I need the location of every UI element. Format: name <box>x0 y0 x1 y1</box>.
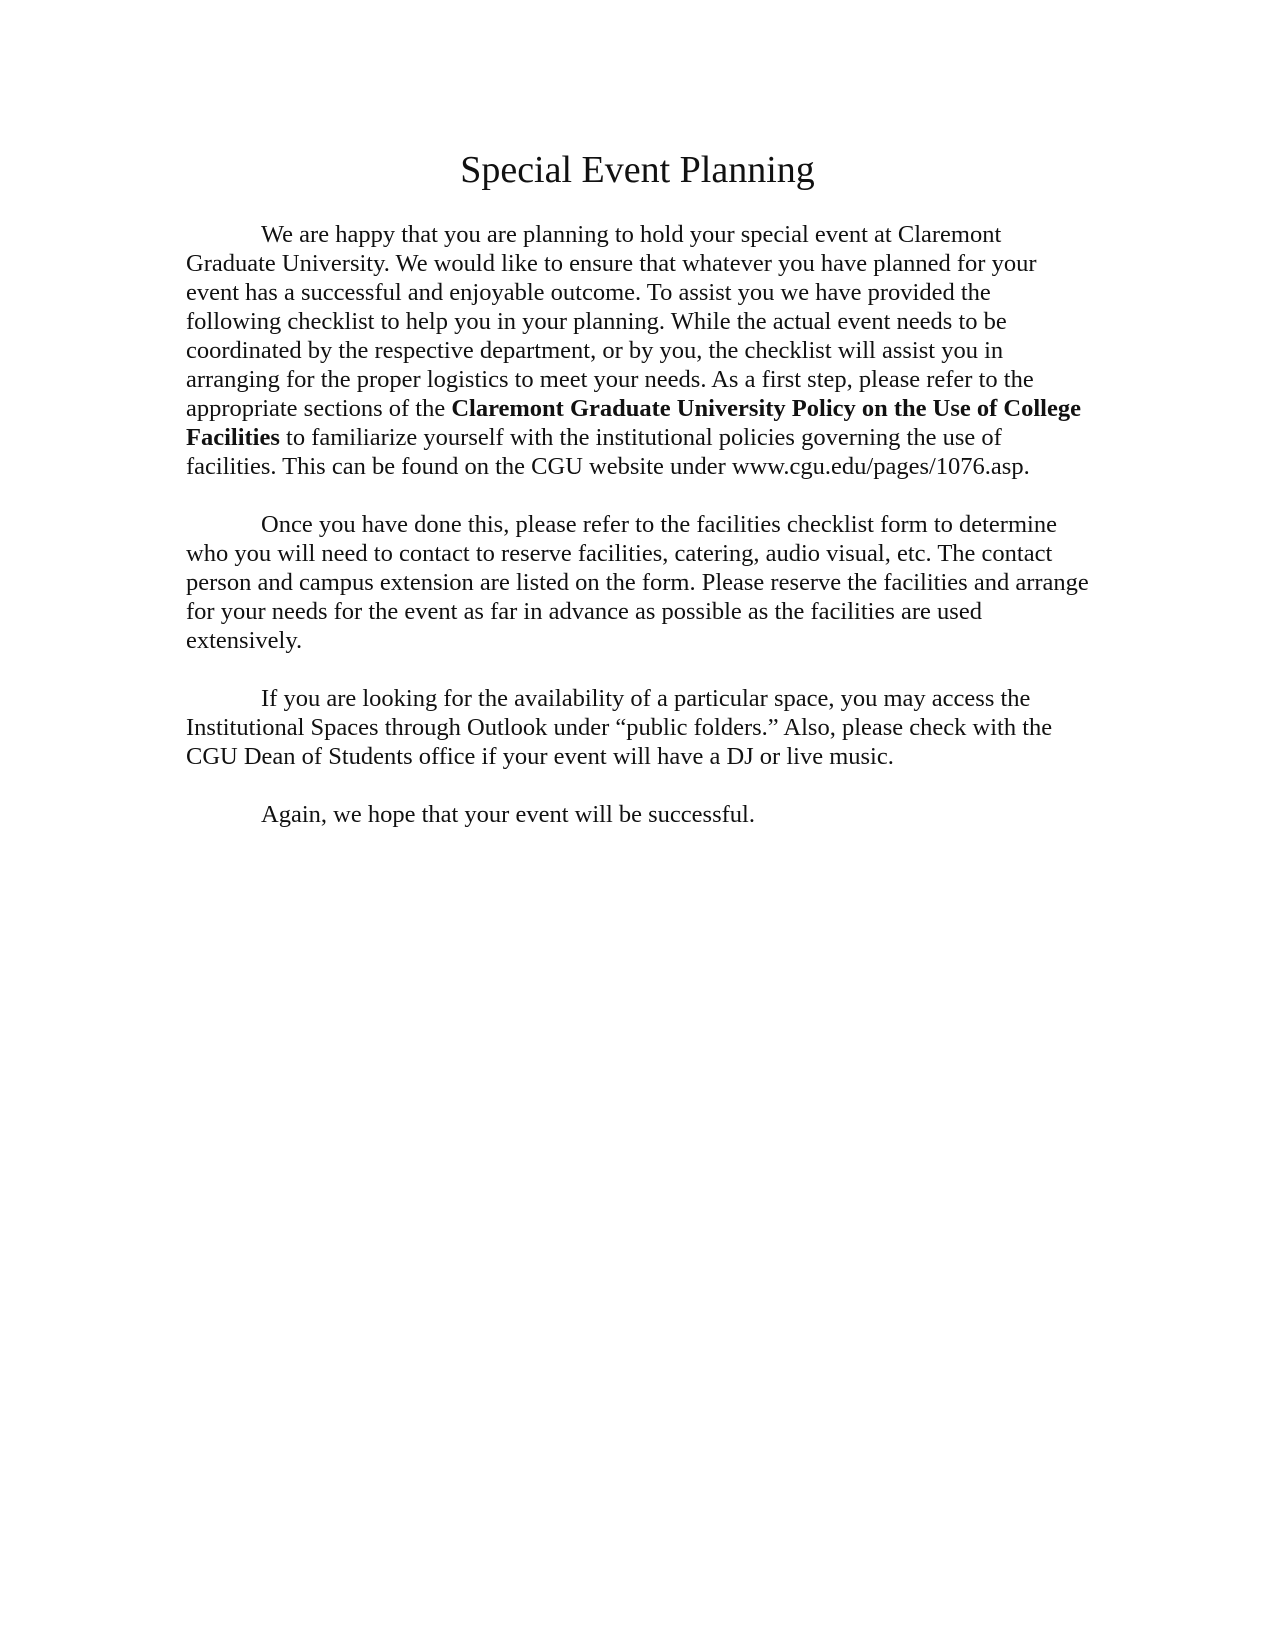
intro-text-end: to familiarize yourself with the institutional policies governing the use of facilities. This can be found on the CGU website under www.cgu.edu/pages/1076.asp. <box>186 424 1030 480</box>
page-title: Special Event Planning <box>460 149 815 191</box>
intro-paragraph <box>186 220 1092 481</box>
checklist-paragraph: Once you have done this, please refer to the facilities checklist form to determine who you will need to contact to reserve facilities, catering, audio visual, etc. The contact person and campus extension are listed on the form. Please reserve the facilities and arrange for your needs for the event as far in advance as possible as the facilities are used extensively. <box>186 511 1089 654</box>
closing-paragraph: Again, we hope that your event will be successful. <box>261 801 755 828</box>
availability-paragraph: If you are looking for the availability of a particular space, you may access the Institutional Spaces through Outlook under “public folders.” Also, please check with the CGU Dean of Students office if your event will have a DJ or live music. <box>186 685 1053 770</box>
intro-text-start: We are happy that you are planning to hold your special event at Claremont Graduate University. We would like to ensure that whatever you have planned for your event has a successful and enjoyable outcome. To assist you we have provided the following checklist to help you in your planning. While the actual event needs to be coordinated by the respective department, or by you, the checklist will assist you in arranging for the proper logistics to meet your needs. As a first step, please refer to the appropriate sections of the <box>186 221 1037 422</box>
policy-title: Claremont Graduate University Policy on the Use of College Facilities <box>186 395 1081 451</box>
document-body <box>186 220 1092 858</box>
